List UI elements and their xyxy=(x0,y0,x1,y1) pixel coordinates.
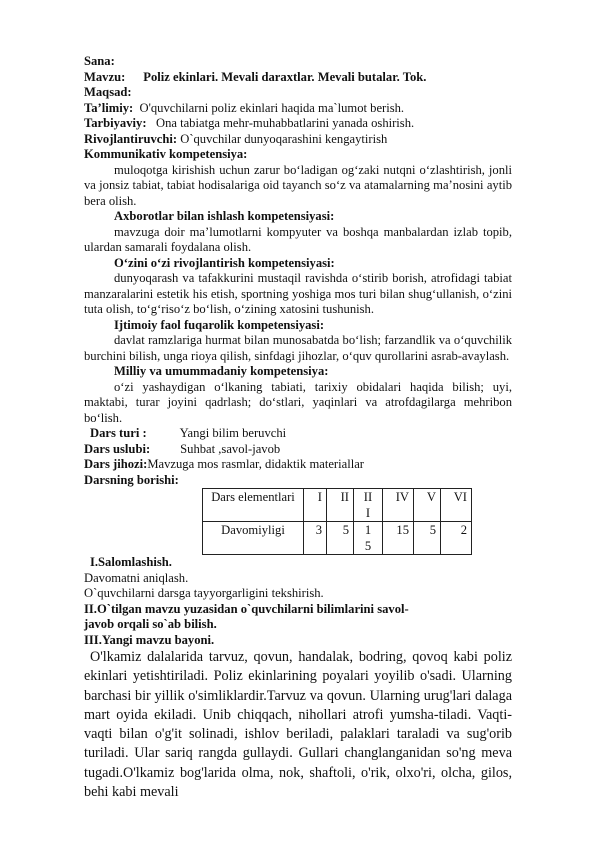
competency-heading-3: O‘zini o‘zi rivojlantirish kompetensiyasi: xyxy=(114,255,335,270)
table-cell: 1 5 xyxy=(354,522,383,555)
competency-text-3: dunyoqarash va tafakkurini mustaqil ravishda o‘stirib borish, atrofidagi tabiat manzaralarini estetik his etish, sportning yoshiga mos turi bilan shug‘ullanish, o‘zini tuta olish, to‘g‘riso‘z bo‘lish, o‘zining xatosini tushunish. xyxy=(84,271,512,316)
topic-value: Poliz ekinlari. Mevali daraxtlar. Mevali butalar. Tok. xyxy=(143,69,427,84)
table-cell: IV xyxy=(383,489,414,522)
table-cell: Dars elementlari xyxy=(203,489,304,522)
competency-text-4: davlat ramzlariga hurmat bilan munosabatda bo‘lish; farzandlik va o‘quvchilik burchini bilish, unga rioya qilish, sinfdagi jihozlar, o‘quv qurollarini asrab-avaylash. xyxy=(84,333,512,363)
topic-line xyxy=(84,70,512,86)
table-cell: V xyxy=(414,489,441,522)
table-cell: 5 xyxy=(327,522,354,555)
competency-text-5: o‘zi yashaydigan o‘lkaning tabiati, tarixiy obidalari haqida bilish; uyi, maktabi, turar joyini qadrlash; do‘stlari, yaqinlari va atrofdagilarga mehribon bo‘lish. xyxy=(84,379,512,425)
table-cell: VI xyxy=(441,489,472,522)
lesson-timing-table xyxy=(202,488,472,555)
table-cell: 5 xyxy=(414,522,441,555)
table-row xyxy=(203,489,472,522)
section-3-title: III.Yangi mavzu bayoni. xyxy=(84,632,215,647)
table-cell: 2 xyxy=(441,522,472,555)
competency-text-1: muloqotga kirishish uchun zarur bo‘ladigan og‘zaki nutqni o‘zlashtirish, jonli va jonsiz tabiat, tabiat hodisalariga oid tayanch so‘z va atamalarning ma’nosini aytib bera olish. xyxy=(84,162,512,208)
upbringing-goal: Tarbiyaviy: Ona tabiatga mehr-muhabbatlarini yanada oshirish. xyxy=(84,116,415,130)
table-cell: 3 xyxy=(304,522,327,555)
developmental-goal: Rivojlantiruvchi: O`quvchilar dunyoqarashini kengaytirish xyxy=(84,131,388,146)
section-1-line-1: Davomatni aniqlash. xyxy=(84,570,189,585)
table-cell: II xyxy=(327,489,354,522)
lesson-flow-label: Darsning borishi: xyxy=(84,472,179,487)
date-label: Sana: xyxy=(84,54,115,68)
table-row xyxy=(203,522,472,555)
table-cell: II I xyxy=(354,489,383,522)
lesson-type: Dars turi : Yangi bilim beruvchi xyxy=(90,426,287,440)
document-page xyxy=(84,54,512,802)
educational-goal: Ta’limiy: O'quvchilarni poliz ekinlari haqida ma`lumot berish. xyxy=(84,100,405,115)
goal-label: Maqsad: xyxy=(84,85,132,99)
section-1-title: I.Salomlashish. xyxy=(90,555,172,569)
competencies-title: Kommunikativ kompetensiya: xyxy=(84,147,248,161)
topic-label: Mavzu: xyxy=(84,69,126,84)
table-cell: Davomiyligi xyxy=(203,522,304,555)
section-3-text: O'lkamiz dalalarida tarvuz, qovun, handalak, bodring, qovoq kabi poliz ekinlari yetishtiriladi. Poliz ekinlarining poyalari yoyilib o'sadi. Ularning barchasi bir yillik o'simliklardir.Tarvuz va qovun. Ularning urug'lari dalaga mart oyida ekiladi. Unib chiqqach, nihollari atrofi yumsha-tiladi. Vaqti-vaqti bilan o'g'it solinadi, ishlov beriladi, palaklari taraladi va sug'orib turiladi. Ular sariq rangda gullaydi. Gullari changlanganidan so'ng meva tugadi.O'lkamiz bog'larida olma, nok, shaftoli, o'rik, olxo'ri, olcha, gilos, behi kabi mevali xyxy=(84,649,512,801)
lesson-method: Dars uslubi: Suhbat ,savol-javob xyxy=(84,441,281,456)
section-2-title: II.O`tilgan mavzu yuzasidan o`quvchilarni bilimlarini savol-javob orqali so`ab bilish. xyxy=(84,601,409,631)
competency-text-2: mavzuga doir ma’lumotlarni kompyuter va boshqa manbalardan izlab topib, ulardan samarali foydalana olish. xyxy=(84,224,512,254)
table-cell: I xyxy=(304,489,327,522)
lesson-equipment: Dars jihozi:Mavzuga mos rasmlar, didaktik materiallar xyxy=(84,457,364,471)
table-cell: 15 xyxy=(383,522,414,555)
competency-heading-5: Milliy va umummadaniy kompetensiya: xyxy=(114,364,329,378)
competency-heading-4: Ijtimoiy faol fuqarolik kompetensiyasi: xyxy=(114,317,325,332)
competency-heading-2: Axborotlar bilan ishlash kompetensiyasi: xyxy=(114,209,335,223)
section-1-line-2: O`quvchilarni darsga tayyorgarligini tekshirish. xyxy=(84,586,324,600)
